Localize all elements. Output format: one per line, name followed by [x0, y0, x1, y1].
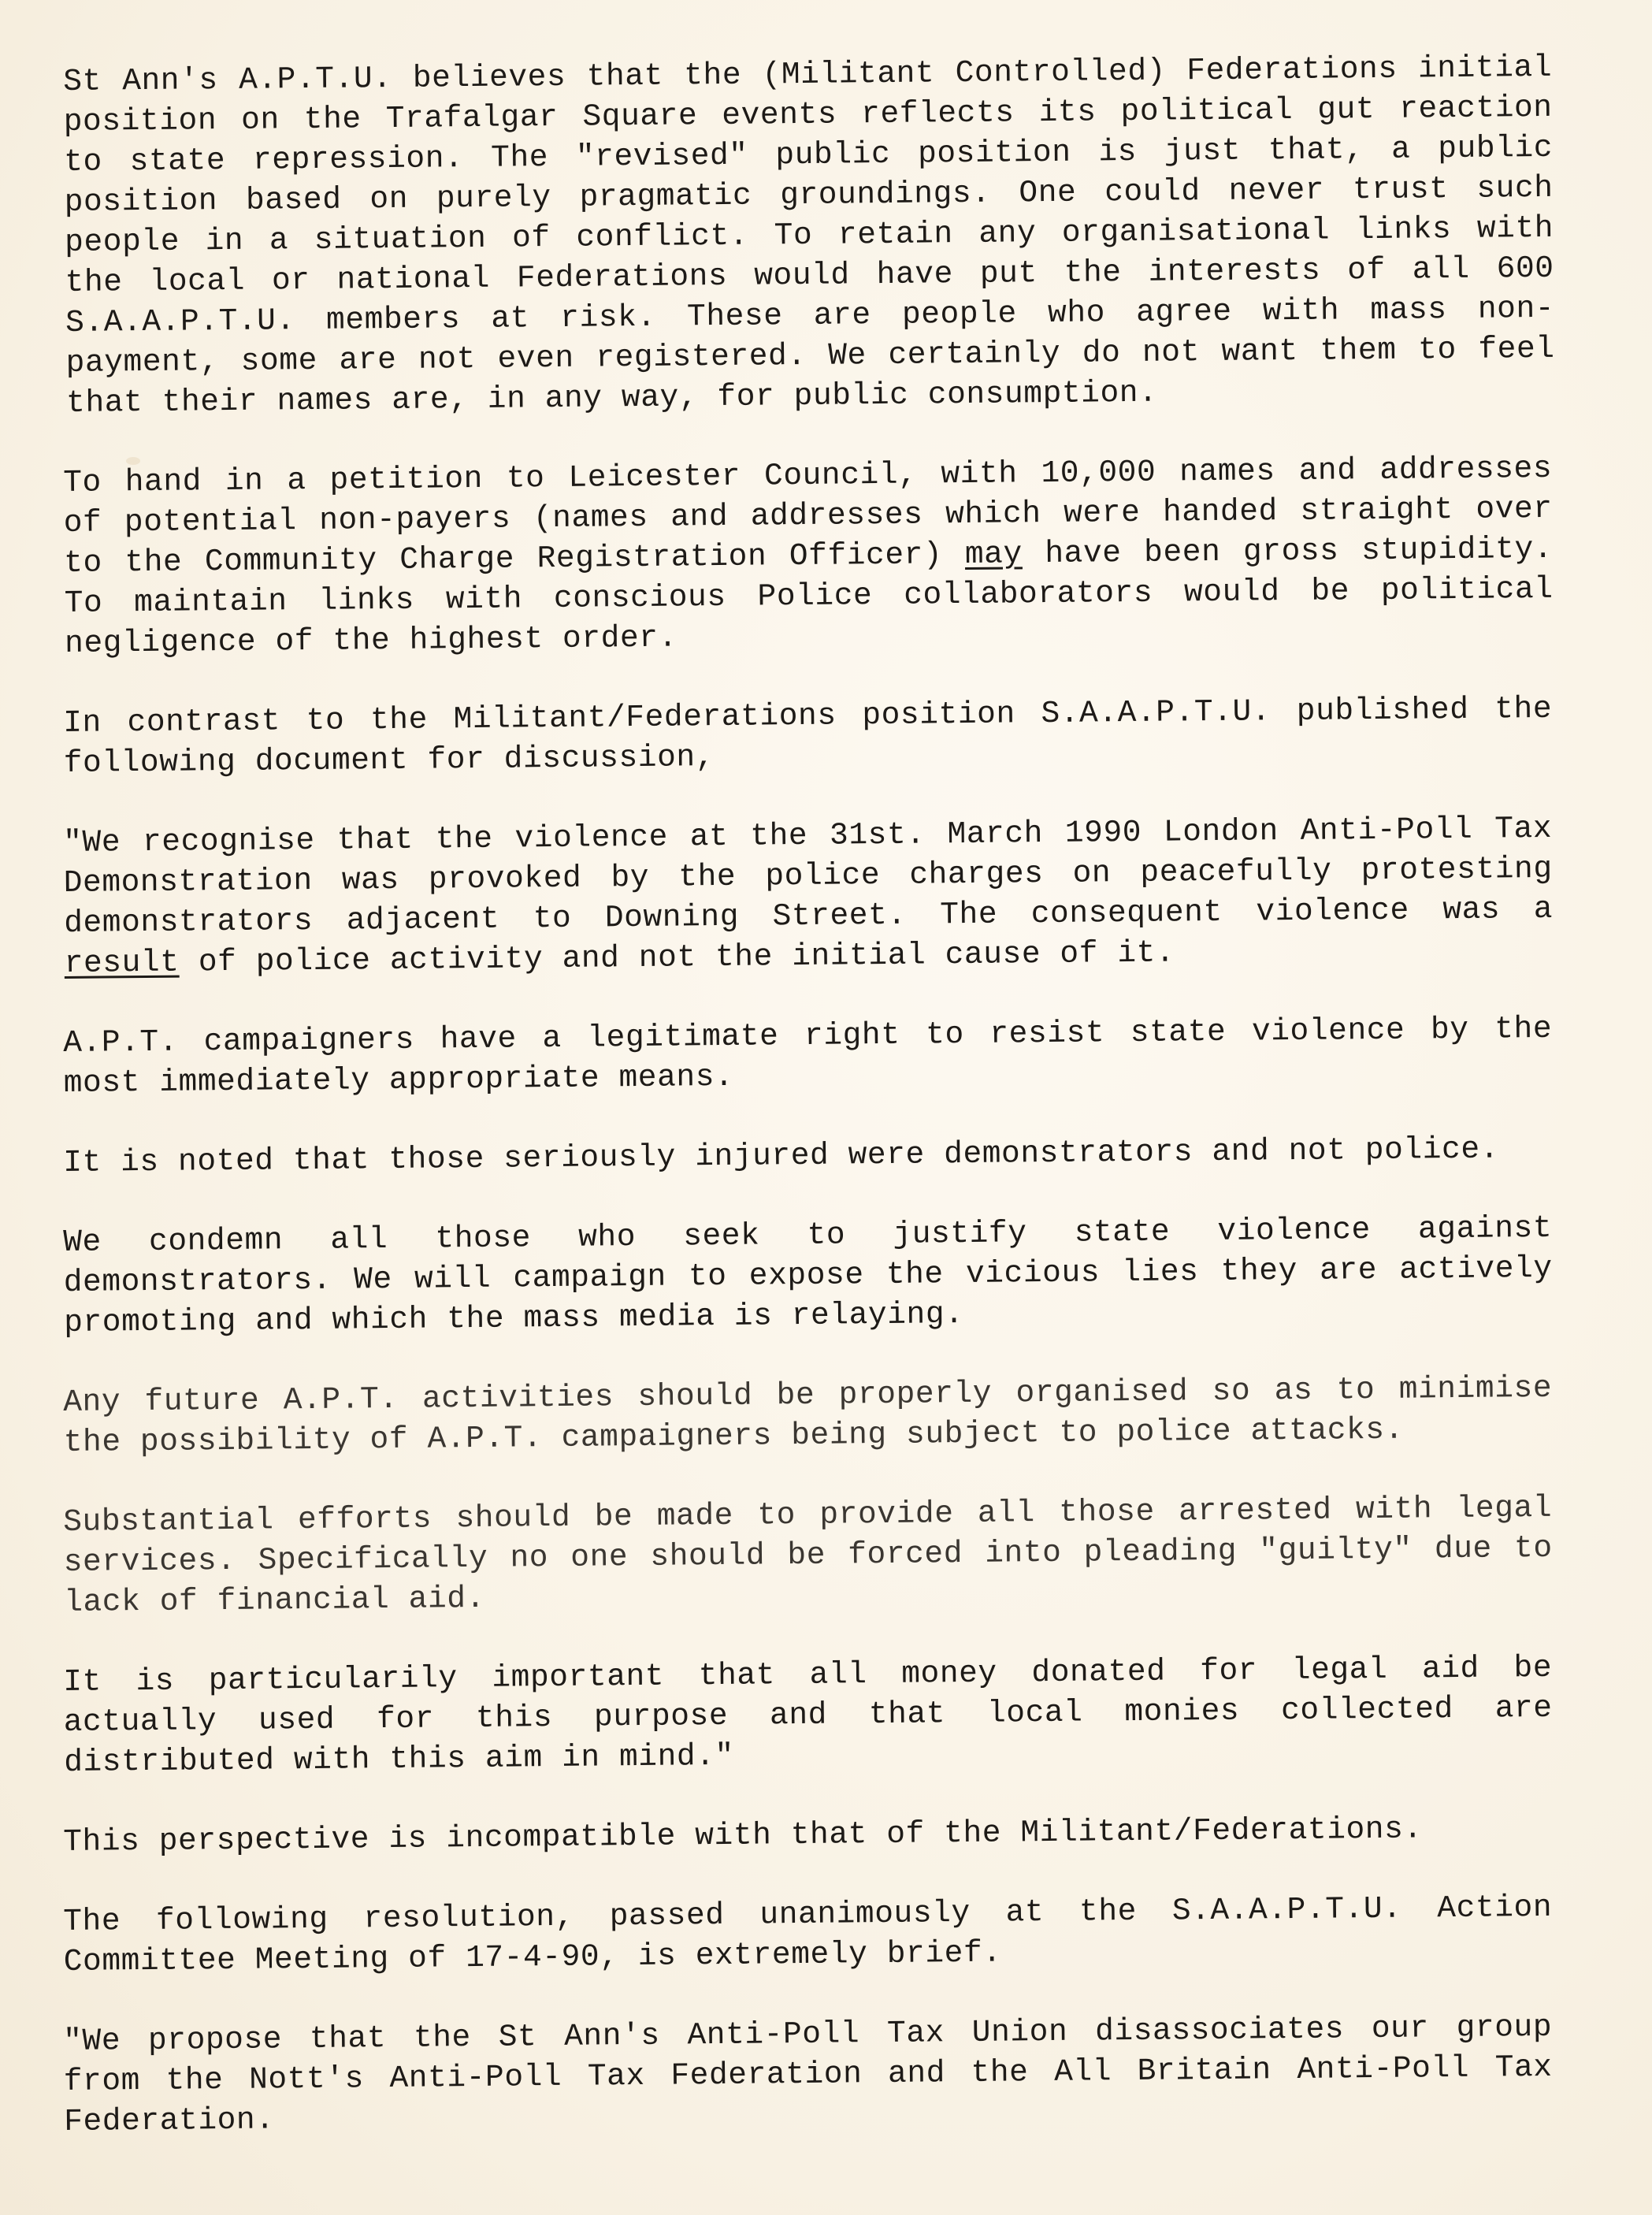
paragraph-legal-services: Substantial efforts should be made to provide all those arrested with legal services. Specifically no one should be forced into pleading "guilty" due to lack of financial aid. [63, 1489, 1553, 1620]
paragraph-contrast: In contrast to the Militant/Federations position S.A.A.P.T.U. published the following document for discussion, [63, 690, 1553, 781]
underlined-word-may: may [964, 536, 1023, 573]
document-body [63, 49, 1555, 2181]
paragraph-future-activities: Any future A.P.T. activities should be properly organised so as to minimise the possibility of A.P.T. campaigners being subject to police attacks. [63, 1370, 1553, 1460]
paragraph-incompatible: This perspective is incompatible with that of the Militant/Federations. [63, 1811, 1423, 1860]
paragraph-resolution-quote: "We propose that the St Ann's Anti-Poll Tax Union disassociates our group from the Nott's Anti-Poll Tax Federation and the All Britain Anti-Poll Tax Federation. [63, 2009, 1553, 2139]
paragraph-petition-end: have been gross stupidity. To maintain links with conscious Police collaborators would be political negligence of the highest order. [64, 530, 1554, 661]
paragraph-legal-aid-money: It is particularily important that all money donated for legal aid be actually used for this purpose and that local monies collected are distributed with this aim in mind." [63, 1649, 1553, 1780]
paragraph-petition-start: To hand in a petition to Leicester Council, with 10,000 names and addresses of potential non-payers (names and addresses which were handed straight over to the Community Charge Registration Officer) [63, 450, 1553, 581]
paragraph-quote-recognise-start: "We recognise that the violence at the 31st. March 1990 London Anti-Poll Tax Demonstration was provoked by the police charges on peacefully protesting demonstrators adjacent to Downing Street. The consequent violence was a [63, 810, 1554, 941]
paragraph-petition [63, 448, 1554, 663]
paragraph-injured: It is noted that those seriously injured were demonstrators and not police. [63, 1131, 1500, 1180]
paragraph-legitimate-right: A.P.T. campaigners have a legitimate right to resist state violence by the most immediately appropriate means. [63, 1010, 1553, 1101]
paragraph-federations-position: St Ann's A.P.T.U. believes that the (Militant Controlled) Federations initial position on the Trafalgar Square events reflects its political gut reaction to state repression. The "revised" public position is just that, a public position based on purely pragmatic groundings. One could never trust such people in a situation of conflict. To retain any organisational links with the local or national Federations would have put the interests of all 600 S.A.A.P.T.U. members at risk. These are people who agree with mass non-payment, some are not even registered. We certainly do not want them to feel that their names are, in any way, for public consumption. [63, 49, 1555, 421]
underlined-word-result: result [64, 944, 180, 981]
paragraph-quote-recognise-end: of police activity and not the initial cause of it. [179, 935, 1175, 980]
paragraph-quote-recognise [63, 808, 1554, 983]
paragraph-condemn: We condemn all those who seek to justify state violence against demonstrators. We will campaign to expose the vicious lies they are actively promoting and which the mass media is relaying. [63, 1210, 1553, 1340]
paragraph-resolution-intro: The following resolution, passed unanimously at the S.A.A.P.T.U. Action Committee Meeting of 17-4-90, is extremely brief. [63, 1889, 1553, 1979]
